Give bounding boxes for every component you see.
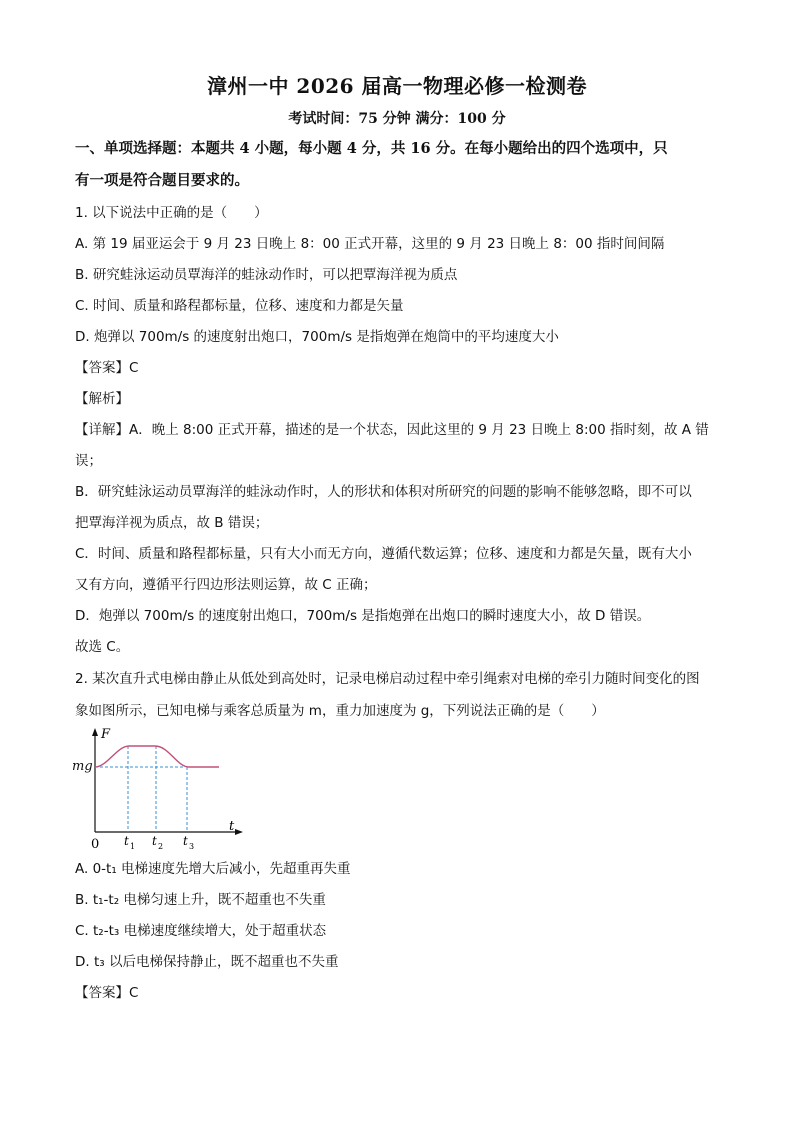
q1-conclusion: 故选 C。 — [75, 639, 130, 655]
q1-detail-3: B．研究蛙泳运动员覃海洋的蛙泳动作时，人的形状和体积对所研究的问题的影响不能够忽略，即不可以 — [75, 484, 692, 500]
force-curve — [95, 746, 219, 767]
q1-detail-1: 【详解】A．晚上 8:00 正式开幕，描述的是一个状态，因此这里的 9 月 23 日晚上 8:00 指时刻，故 A 错 — [75, 422, 709, 438]
svg-text:3: 3 — [189, 842, 195, 851]
svg-text:t: t — [152, 834, 157, 848]
q1-option-b: B. 研究蛙泳运动员覃海洋的蛙泳动作时，可以把覃海洋视为质点 — [75, 267, 458, 283]
q1-detail-6: 又有方向，遵循平行四边形法则运算，故 C 正确； — [75, 577, 377, 593]
q1-option-c: C. 时间、质量和路程都标量，位移、速度和力都是矢量 — [75, 298, 404, 314]
q2-option-d: D. t₃ 以后电梯保持静止，既不超重也不失重 — [75, 954, 339, 970]
q2-option-c: C. t₂-t₃ 电梯速度继续增大，处于超重状态 — [75, 923, 327, 939]
section-heading-line1: 一、单项选择题：本题共 4 小题，每小题 4 分，共 16 分。在每小题给出的四个选项中，只 — [75, 140, 668, 157]
q1-answer: 【答案】C — [75, 360, 139, 376]
q2-option-a: A. 0-t₁ 电梯速度先增大后减小，先超重再失重 — [75, 861, 351, 877]
x-axis-label: t — [229, 819, 235, 834]
q1-option-a: A. 第 19 届亚运会于 9 月 23 日晚上 8：00 正式开幕，这里的 9 月 23 日晚上 8：00 指时间间隔 — [75, 236, 665, 252]
q1-detail-2: 误； — [75, 453, 102, 469]
y-axis-label: F — [101, 727, 111, 742]
q2-stem-line2: 象如图所示，已知电梯与乘客总质量为 m，重力加速度为 g，下列说法正确的是（ ） — [75, 703, 605, 719]
q2-option-b: B. t₁-t₂ 电梯匀速上升，既不超重也不失重 — [75, 892, 326, 908]
svg-text:t: t — [183, 834, 188, 848]
q1-option-d: D. 炮弹以 700m/s 的速度射出炮口，700m/s 是指炮弹在炮筒中的平均速度大小 — [75, 329, 559, 345]
tick-t2 — [152, 834, 163, 851]
origin-label: 0 — [91, 837, 100, 852]
q1-detail-5: C．时间、质量和路程都标量，只有大小而无方向，遵循代数运算；位移、速度和力都是矢量，既有大小 — [75, 546, 692, 562]
exam-info: 考试时间：75 分钟 满分：100 分 — [288, 111, 506, 127]
q1-analysis-label: 【解析】 — [75, 391, 129, 407]
tick-t3 — [183, 834, 194, 851]
force-time-graph — [91, 726, 255, 852]
q2-answer: 【答案】C — [75, 985, 139, 1001]
q1-detail-4: 把覃海洋视为质点，故 B 错误； — [75, 515, 269, 531]
q2-stem-line1: 2. 某次直升式电梯由静止从低处到高处时，记录电梯启动过程中牵引绳索对电梯的牵引力随时间变化的图 — [75, 671, 700, 687]
svg-text:1: 1 — [130, 842, 136, 851]
svg-text:2: 2 — [158, 842, 164, 851]
q1-stem: 1. 以下说法中正确的是（ ） — [75, 205, 268, 221]
svg-text:t: t — [124, 834, 129, 848]
section-heading-line2: 有一项是符合题目要求的。 — [75, 172, 249, 189]
mg-label: mg — [72, 759, 93, 774]
axes — [92, 728, 243, 835]
q1-detail-7: D．炮弹以 700m/s 的速度射出炮口，700m/s 是指炮弹在出炮口的瞬时速度大小，故 D 错误。 — [75, 608, 651, 624]
tick-t1 — [124, 834, 135, 851]
page-title: 漳州一中 2026 届高一物理必修一检测卷 — [206, 74, 588, 98]
